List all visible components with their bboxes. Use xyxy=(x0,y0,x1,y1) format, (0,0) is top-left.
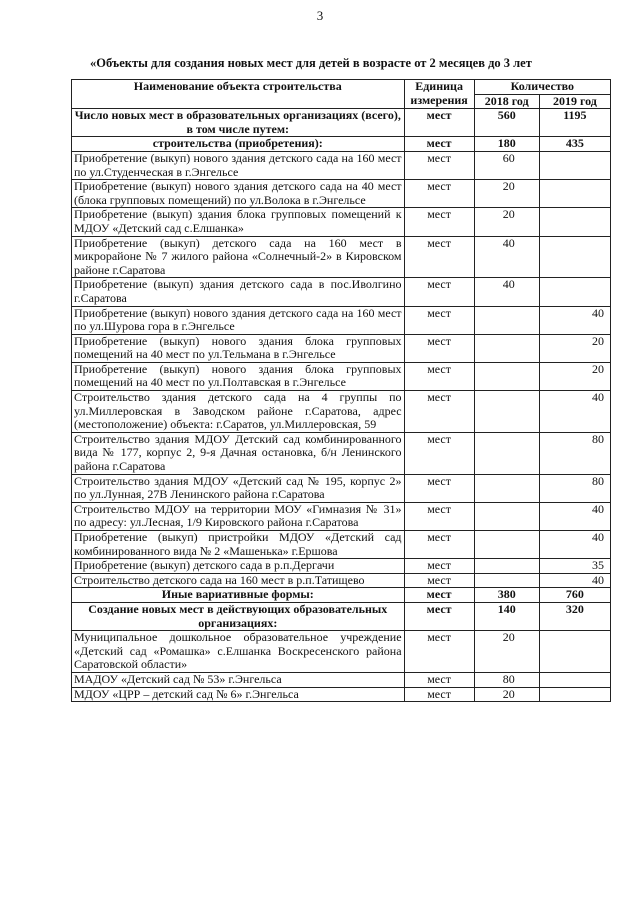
value-2019-cell xyxy=(539,631,610,673)
table-row xyxy=(72,432,611,474)
unit-cell: мест xyxy=(404,687,474,702)
page-number: 3 xyxy=(316,8,324,23)
value-2018-cell xyxy=(474,502,539,530)
unit-cell: мест xyxy=(404,362,474,390)
table-row xyxy=(72,474,611,502)
object-name-cell: Иные вариативные формы: xyxy=(72,588,405,603)
object-name-cell: Приобретение (выкуп) нового здания детского сада на 160 мест по ул.Шурова гора в г.Энгельсе xyxy=(72,306,405,334)
object-name-cell: Строительство здания детского сада на 4 группы по ул.Миллеровская в Заводском районе г.Саратова, адрес (местоположение) объекта: г.Саратов, ул.Миллеровская, 59 xyxy=(72,391,405,433)
value-2019-cell: 80 xyxy=(539,432,610,474)
object-name-cell: МДОУ «ЦРР – детский сад № 6» г.Энгельса xyxy=(72,687,405,702)
value-2018-cell xyxy=(474,362,539,390)
value-2018-cell: 80 xyxy=(474,672,539,687)
unit-cell: мест xyxy=(404,334,474,362)
value-2019-cell: 40 xyxy=(539,573,610,588)
table-row xyxy=(72,109,611,137)
unit-cell: мест xyxy=(404,180,474,208)
object-name-cell: Строительство здания МДОУ «Детский сад № 195, корпус 2» по ул.Лунная, 27В Ленинского района г.Саратова xyxy=(72,474,405,502)
unit-cell: мест xyxy=(404,208,474,236)
value-2018-cell xyxy=(474,531,539,559)
value-2019-cell xyxy=(539,687,610,702)
value-2019-cell: 40 xyxy=(539,502,610,530)
object-name-cell: Приобретение (выкуп) здания детского сада в пос.Иволгино г.Саратова xyxy=(72,278,405,306)
unit-cell: мест xyxy=(404,573,474,588)
header-quantity: Количество xyxy=(474,80,610,95)
value-2019-cell: 20 xyxy=(539,362,610,390)
unit-cell: мест xyxy=(404,432,474,474)
value-2018-cell: 560 xyxy=(474,109,539,137)
table-row xyxy=(72,137,611,152)
value-2019-cell: 40 xyxy=(539,391,610,433)
table-row xyxy=(72,573,611,588)
value-2019-cell: 435 xyxy=(539,137,610,152)
value-2019-cell xyxy=(539,208,610,236)
header-name: Наименование объекта строительства xyxy=(72,80,405,109)
value-2018-cell xyxy=(474,432,539,474)
value-2018-cell: 20 xyxy=(474,208,539,236)
table-row xyxy=(72,334,611,362)
unit-cell: мест xyxy=(404,236,474,278)
table-row xyxy=(72,559,611,574)
unit-cell: мест xyxy=(404,588,474,603)
objects-table xyxy=(71,79,611,702)
unit-cell: мест xyxy=(404,278,474,306)
value-2018-cell: 20 xyxy=(474,687,539,702)
unit-cell: мест xyxy=(404,672,474,687)
object-name-cell: Приобретение (выкуп) здания блока групповых помещений к МДОУ «Детский сад с.Елшанка» xyxy=(72,208,405,236)
value-2018-cell xyxy=(474,474,539,502)
table-row xyxy=(72,588,611,603)
object-name-cell: Число новых мест в образовательных организациях (всего), в том числе путем: xyxy=(72,109,405,137)
value-2019-cell: 760 xyxy=(539,588,610,603)
unit-cell: мест xyxy=(404,137,474,152)
value-2019-cell: 40 xyxy=(539,531,610,559)
document-title: «Объекты для создания новых мест для детей в возрасте от 2 месяцев до 3 лет xyxy=(90,56,532,70)
table-row xyxy=(72,180,611,208)
object-name-cell: Приобретение (выкуп) нового здания детского сада на 160 мест по ул.Студенческая в г.Энгельсе xyxy=(72,151,405,179)
value-2018-cell xyxy=(474,306,539,334)
table-row xyxy=(72,278,611,306)
value-2019-cell: 20 xyxy=(539,334,610,362)
table-row xyxy=(72,502,611,530)
unit-cell: мест xyxy=(404,502,474,530)
value-2019-cell xyxy=(539,672,610,687)
value-2019-cell xyxy=(539,180,610,208)
value-2018-cell: 20 xyxy=(474,631,539,673)
object-name-cell: Строительство МДОУ на территории МОУ «Гимназия № 31» по адресу: ул.Лесная, 1/9 Кировского района г.Саратова xyxy=(72,502,405,530)
object-name-cell: Создание новых мест в действующих образовательных организациях: xyxy=(72,602,405,630)
unit-cell: мест xyxy=(404,306,474,334)
unit-cell: мест xyxy=(404,559,474,574)
object-name-cell: Приобретение (выкуп) нового здания блока групповых помещений на 40 мест по ул.Полтавская в г.Энгельсе xyxy=(72,362,405,390)
value-2018-cell: 380 xyxy=(474,588,539,603)
object-name-cell: строительства (приобретения): xyxy=(72,137,405,152)
object-name-cell: Приобретение (выкуп) нового здания блока групповых помещений на 40 мест по ул.Тельмана в г.Энгельсе xyxy=(72,334,405,362)
unit-cell: мест xyxy=(404,109,474,137)
table-row xyxy=(72,208,611,236)
value-2018-cell xyxy=(474,559,539,574)
value-2019-cell xyxy=(539,151,610,179)
table-row xyxy=(72,687,611,702)
unit-cell: мест xyxy=(404,151,474,179)
value-2019-cell: 80 xyxy=(539,474,610,502)
table-row xyxy=(72,672,611,687)
value-2018-cell: 40 xyxy=(474,236,539,278)
value-2018-cell xyxy=(474,391,539,433)
object-name-cell: Приобретение (выкуп) нового здания детского сада на 40 мест (блока групповых помещений) по ул.Волока в г.Энгельсе xyxy=(72,180,405,208)
object-name-cell: Приобретение (выкуп) детского сада в р.п.Дергачи xyxy=(72,559,405,574)
table-row xyxy=(72,631,611,673)
value-2019-cell: 1195 xyxy=(539,109,610,137)
unit-cell: мест xyxy=(404,391,474,433)
value-2019-cell: 40 xyxy=(539,306,610,334)
object-name-cell: Строительство здания МДОУ Детский сад комбинированного вида № 177, корпус 2, 9-я Дачная остановка, б/н Ленинского района г.Саратова xyxy=(72,432,405,474)
value-2019-cell xyxy=(539,236,610,278)
value-2018-cell xyxy=(474,573,539,588)
header-year-2019: 2019 год xyxy=(539,94,610,109)
value-2018-cell: 140 xyxy=(474,602,539,630)
table-row xyxy=(72,236,611,278)
table-row xyxy=(72,602,611,630)
value-2019-cell: 35 xyxy=(539,559,610,574)
table-row xyxy=(72,362,611,390)
value-2019-cell: 320 xyxy=(539,602,610,630)
value-2018-cell: 180 xyxy=(474,137,539,152)
object-name-cell: Приобретение (выкуп) пристройки МДОУ «Детский сад комбинированного вида № 2 «Машенька» г.Ершова xyxy=(72,531,405,559)
unit-cell: мест xyxy=(404,631,474,673)
header-unit: Единица измерения xyxy=(404,80,474,109)
value-2019-cell xyxy=(539,278,610,306)
object-name-cell: Муниципальное дошкольное образовательное учреждение «Детский сад «Ромашка» с.Елшанка Воскресенского района Саратовской области» xyxy=(72,631,405,673)
value-2018-cell: 40 xyxy=(474,278,539,306)
header-year-2018: 2018 год xyxy=(474,94,539,109)
value-2018-cell: 20 xyxy=(474,180,539,208)
value-2018-cell xyxy=(474,334,539,362)
object-name-cell: МАДОУ «Детский сад № 53» г.Энгельса xyxy=(72,672,405,687)
table-header-row xyxy=(72,80,611,95)
object-name-cell: Приобретение (выкуп) детского сада на 160 мест в микрорайоне № 7 жилого района «Солнечный-2» в Кировском районе г.Саратова xyxy=(72,236,405,278)
table-row xyxy=(72,531,611,559)
value-2018-cell: 60 xyxy=(474,151,539,179)
unit-cell: мест xyxy=(404,602,474,630)
table-row xyxy=(72,391,611,433)
table-body xyxy=(72,109,611,702)
unit-cell: мест xyxy=(404,474,474,502)
table-row xyxy=(72,151,611,179)
unit-cell: мест xyxy=(404,531,474,559)
table-row xyxy=(72,306,611,334)
object-name-cell: Строительство детского сада на 160 мест в р.п.Татищево xyxy=(72,573,405,588)
